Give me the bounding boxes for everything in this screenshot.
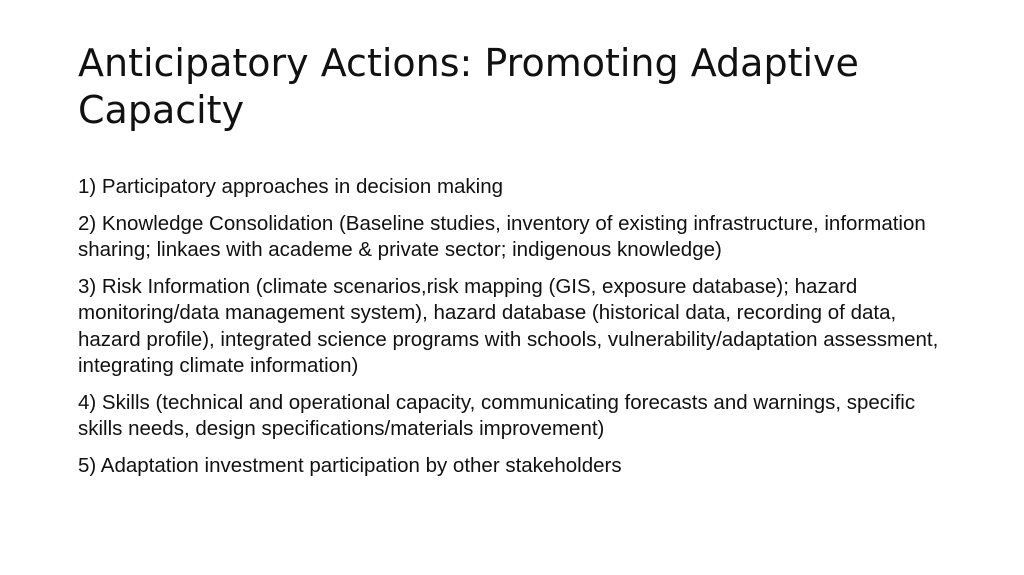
list-item-participatory-approaches: 1) Participatory approaches in decision making — [78, 175, 504, 198]
slide-title: Anticipatory Actions: Promoting Adaptive Capacity — [78, 41, 859, 132]
list-item-adaptation-investment: 5) Adaptation investment participation by other stakeholders — [78, 453, 622, 477]
list-item-skills: 4) Skills (technical and operational capacity, communicating forecasts and warnings, specific skills needs, design specifications/materials improvement) — [78, 390, 916, 440]
list-item-knowledge-consolidation: 2) Knowledge Consolidation (Baseline studies, inventory of existing infrastructure, information sharing; linkaes with academe & private sector; indigenous knowledge) — [78, 211, 926, 261]
slide-body-list — [78, 174, 958, 489]
list-item-risk-information: 3) Risk Information (climate scenarios,risk mapping (GIS, exposure database); hazard monitoring/data management system), hazard database (historical data, recording of data, hazard profile), integrated science programs with schools, vulnerability/adaptation assessment, integrating climate information) — [78, 274, 939, 377]
